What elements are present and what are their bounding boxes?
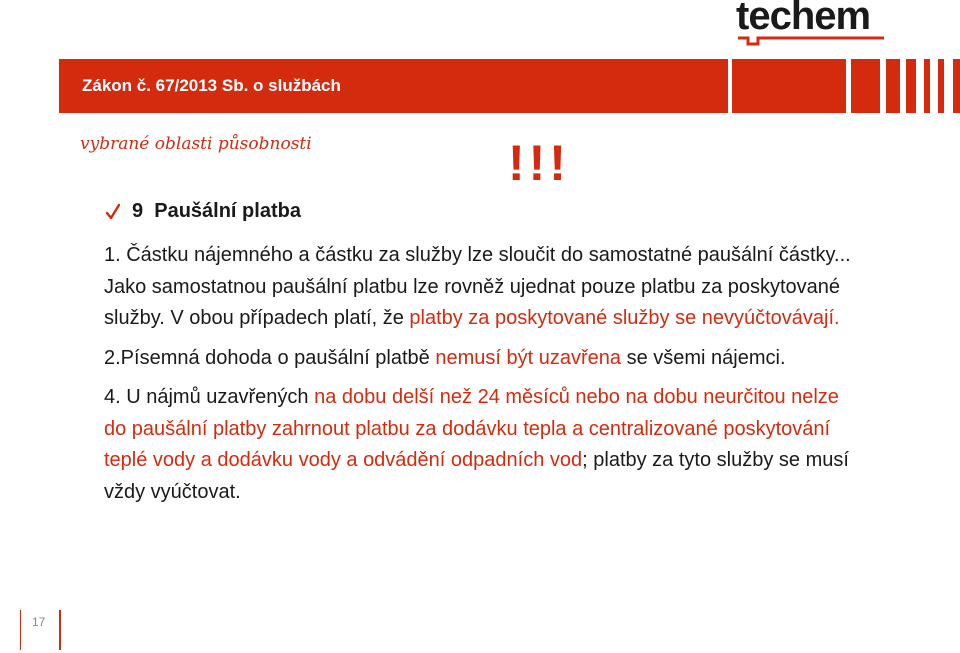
swoosh-icon <box>738 34 884 46</box>
item-2-part-1: 2.Písemná dohoda o paušální platbě <box>104 346 436 369</box>
header-title: Zákon č. 67/2013 Sb. o službách <box>82 76 341 95</box>
techem-logo <box>736 0 886 44</box>
banner-stripes-decoration <box>720 59 960 113</box>
header-banner <box>59 59 960 113</box>
item-3-part-2: na dobu delší než 24 měsíců nebo na dobu neurčitou nelze do paušální platby zahrnout platbu za dodávku tepla a centralizované poskytování teplé vody a dodávku vody a odvádění odpadních vod <box>104 386 839 471</box>
item-3-part-3: ; platby za tyto služby se musí vždy vyúčtovat. <box>104 449 849 503</box>
item-1-part-1: 1. Částku nájemného a částku za služby lze sloučit do samostatné paušální částky... Jako samostatnou paušální platbu lze rovněž ujednat pouze platbu za poskytované služby. V obou případech platí, že <box>104 244 851 329</box>
list-item <box>104 240 864 335</box>
slide-body <box>104 240 864 508</box>
section-heading <box>106 200 301 223</box>
item-1-part-2: platby za poskytované služby se nevyúčtovávají. <box>409 307 840 329</box>
footer-divider <box>59 610 61 650</box>
slide-subtitle: vybrané oblasti působnosti <box>80 134 312 154</box>
emphasis-marks: !!! <box>508 135 570 191</box>
section-label: 9 Paušální platba <box>132 200 301 222</box>
list-item <box>104 382 864 508</box>
item-2-part-2: nemusí být uzavřena <box>435 346 622 369</box>
footer-divider <box>20 610 21 650</box>
check-icon <box>106 203 120 221</box>
list-item <box>104 343 864 375</box>
page-number: 17 <box>32 615 46 629</box>
item-3-part-1: 4. U nájmů uzavřených <box>104 386 315 408</box>
logo-text: techem <box>736 0 871 38</box>
item-2-part-3: se všemi nájemci. <box>621 346 786 369</box>
